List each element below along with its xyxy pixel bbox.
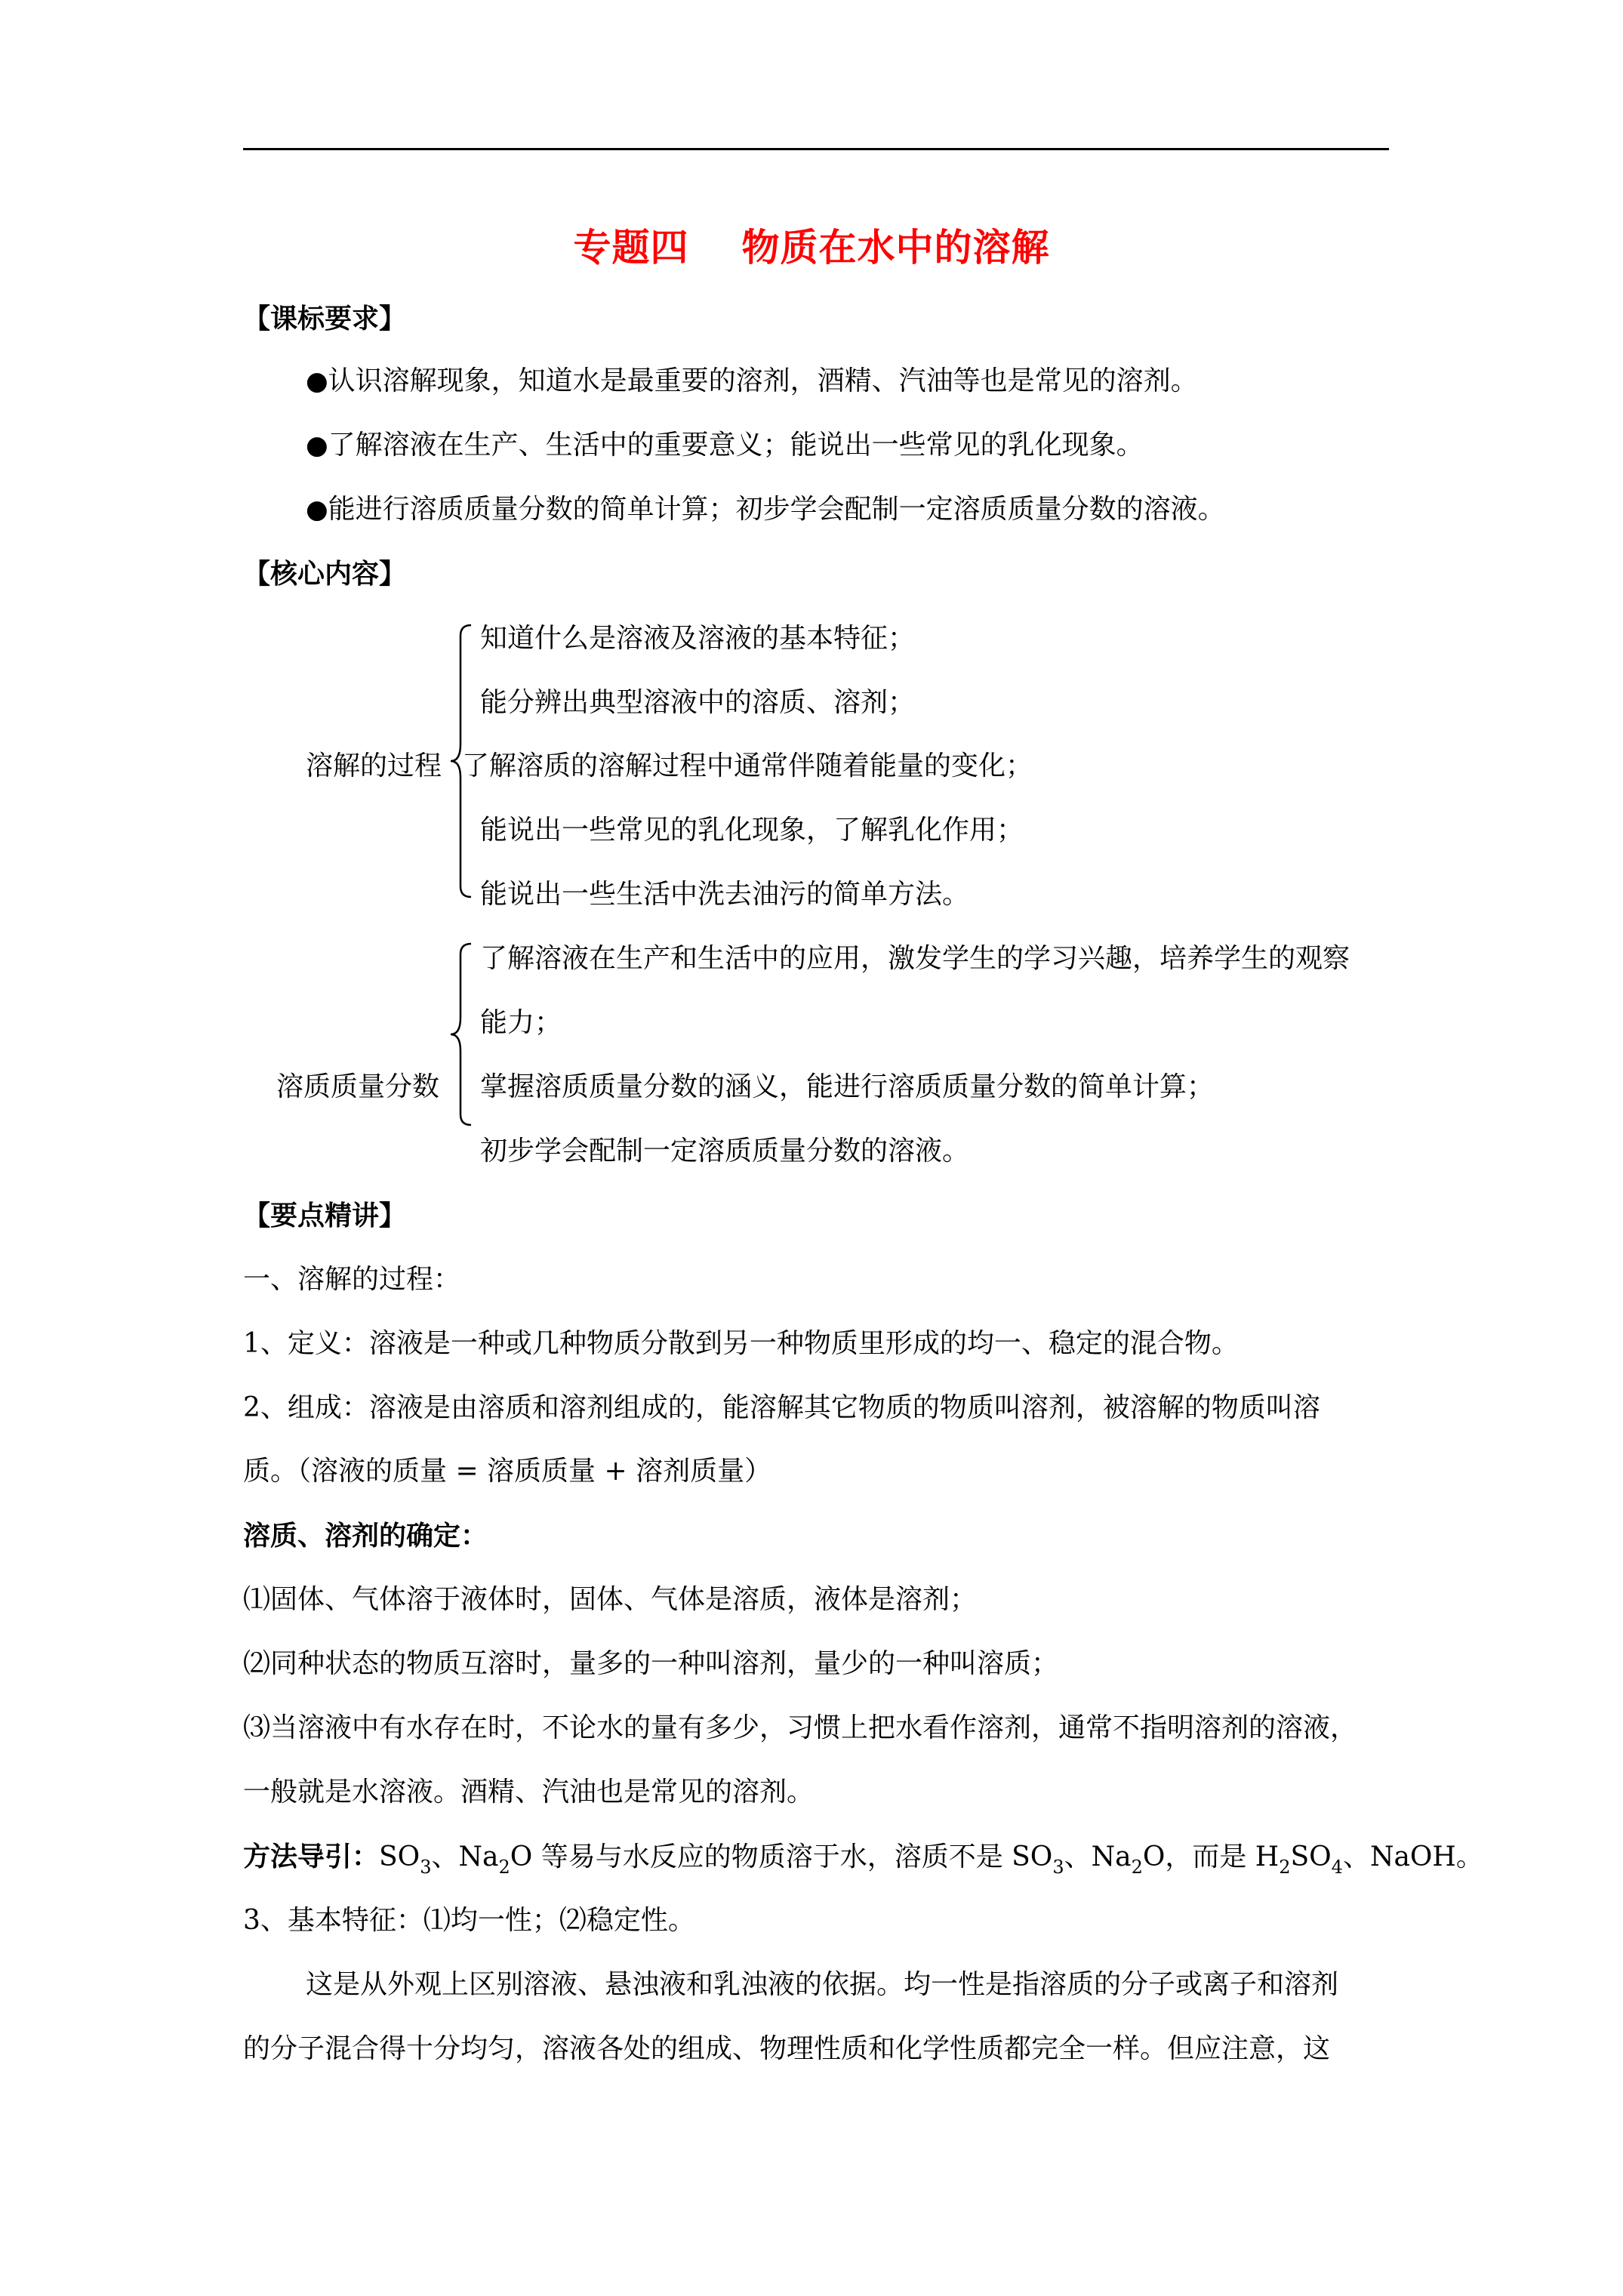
formula-text: O，而是 H — [1142, 1841, 1280, 1872]
paragraph-line: 这是从外观上区别溶液、悬浊液和乳浊液的依据。均一性是指溶质的分子或离子和溶剂 — [306, 1969, 1339, 2000]
paragraph-line: 3、基本特征：⑴均一性；⑵稳定性。 — [243, 1905, 695, 1936]
requirement-item — [306, 365, 1198, 398]
paragraph-line: 1、定义：溶液是一种或几种物质分散到另一种物质里形成的均一、稳定的混合物。 — [243, 1328, 1239, 1359]
section-heading-core: 【核心内容】 — [243, 558, 407, 590]
left-brace-icon — [448, 942, 474, 1126]
core-item: 能分辨出典型溶液中的溶质、溶剂； — [480, 687, 916, 718]
subheading: 溶质、溶剂的确定： — [243, 1520, 488, 1552]
requirement-text: 能进行溶质质量分数的简单计算；初步学会配制一定溶质质量分数的溶液。 — [328, 494, 1225, 525]
paragraph-line: ⑴固体、气体溶于液体时，固体、气体是溶质，液体是溶剂； — [243, 1584, 978, 1615]
formula-text: 、Na — [431, 1841, 499, 1872]
requirement-item — [306, 493, 1225, 526]
subscript: 2 — [1131, 1857, 1143, 1878]
core-item: 能说出一些常见的乳化现象，了解乳化作用； — [480, 815, 1024, 846]
subscript: 2 — [1279, 1857, 1291, 1878]
formula-text: 、Na — [1064, 1841, 1132, 1872]
paragraph-line: 2、组成：溶液是由溶质和溶剂组成的，能溶解其它物质的物质叫溶剂，被溶解的物质叫溶 — [243, 1392, 1320, 1423]
section-heading-key-points: 【要点精讲】 — [243, 1200, 407, 1231]
core-item: 了解溶质的溶解过程中通常伴随着能量的变化； — [462, 750, 1033, 781]
method-guide-line — [243, 1840, 1483, 1884]
header-rule — [243, 148, 1389, 150]
formula-text: 、NaOH。 — [1342, 1841, 1483, 1872]
bullet-icon: ● — [306, 495, 328, 525]
subscript: 4 — [1331, 1857, 1343, 1878]
paragraph-line: ⑵同种状态的物质互溶时，量多的一种叫溶剂，量少的一种叫溶质； — [243, 1648, 1059, 1679]
core-item: 掌握溶质质量分数的涵义，能进行溶质质量分数的简单计算； — [480, 1071, 1215, 1102]
core-item: 了解溶液在生产和生活中的应用，激发学生的学习兴趣，培养学生的观察 — [480, 943, 1350, 974]
page-title — [0, 217, 1623, 272]
bullet-icon: ● — [306, 430, 328, 461]
paragraph-line: 的分子混合得十分均匀，溶液各处的组成、物理性质和化学性质都完全一样。但应注意，这 — [243, 2033, 1331, 2064]
paragraph-line: 质。（溶液的质量 = 溶质质量 + 溶剂质量） — [243, 1456, 772, 1487]
title-topic-name: 物质在水中的溶解 — [741, 225, 1050, 270]
formula-text: SO — [1290, 1841, 1332, 1872]
core-item: 初步学会配制一定溶质质量分数的溶液。 — [480, 1136, 970, 1166]
section-heading-requirements: 【课标要求】 — [243, 303, 407, 334]
core-item: 能力； — [480, 1007, 562, 1038]
bullet-icon: ● — [306, 366, 328, 396]
paragraph-line: 一般就是水溶液。酒精、汽油也是常见的溶剂。 — [243, 1777, 815, 1808]
requirement-text: 了解溶液在生产、生活中的重要意义；能说出一些常见的乳化现象。 — [328, 430, 1144, 461]
core-group-label-mass-fraction: 溶质质量分数 — [276, 1071, 440, 1102]
requirement-text: 认识溶解现象，知道水是最重要的溶剂，酒精、汽油等也是常见的溶剂。 — [328, 365, 1198, 396]
core-group-label-dissolution: 溶解的过程 — [306, 750, 442, 781]
formula-text: O 等易与水反应的物质溶于水，溶质不是 SO — [510, 1841, 1053, 1872]
paragraph-line: ⑶当溶液中有水存在时，不论水的量有多少，习惯上把水看作溶剂，通常不指明溶剂的溶液， — [243, 1712, 1358, 1743]
method-guide-label: 方法导引： — [243, 1841, 380, 1872]
subheading: 一、溶解的过程： — [243, 1264, 461, 1295]
formula-text: SO — [379, 1841, 420, 1872]
subscript: 3 — [420, 1857, 432, 1878]
core-item: 知道什么是溶液及溶液的基本特征； — [480, 623, 916, 654]
title-topic-number: 专题四 — [573, 225, 689, 270]
core-item: 能说出一些生活中洗去油污的简单方法。 — [480, 879, 970, 910]
requirement-item — [306, 429, 1144, 462]
subscript: 3 — [1052, 1857, 1064, 1878]
subscript: 2 — [498, 1857, 510, 1878]
